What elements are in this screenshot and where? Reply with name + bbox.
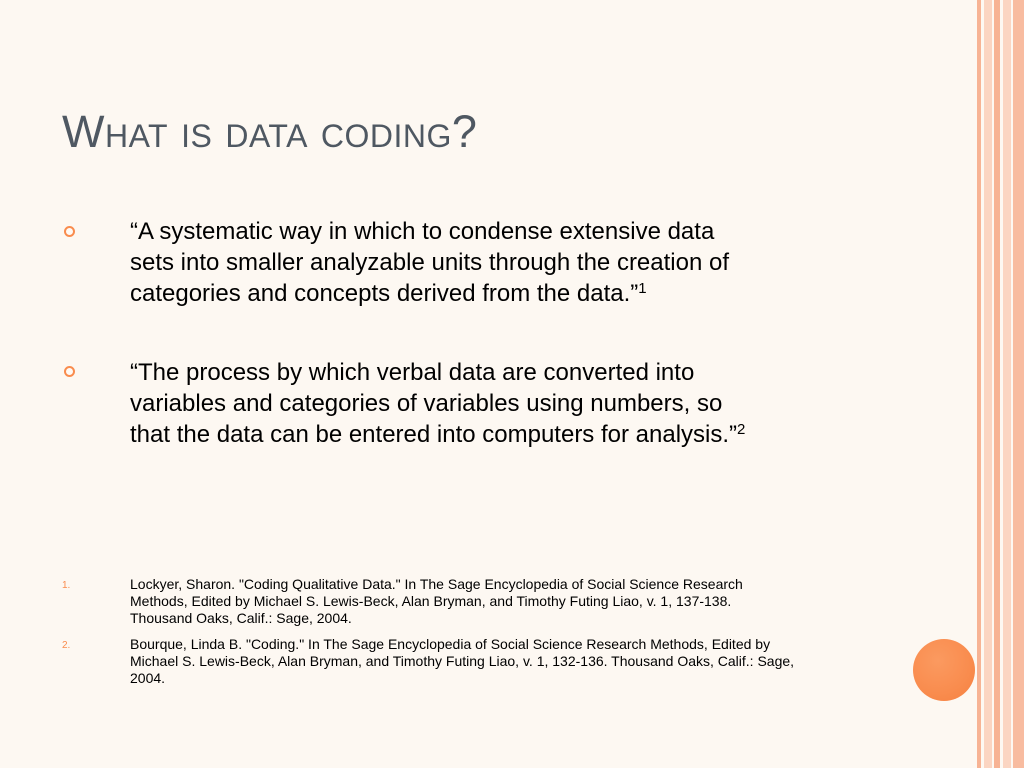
bullet-line-last	[130, 419, 745, 450]
footnote-line: Lockyer, Sharon. "Coding Qualitative Data." In The Sage Encyclopedia of Social Science Research	[130, 576, 743, 592]
decorative-stripe	[994, 0, 1000, 768]
bullet-item	[130, 357, 745, 450]
bullet-item	[130, 216, 729, 309]
bullet-line-text: that the data can be entered into computers for analysis.”	[130, 421, 738, 448]
bullet-line-last	[130, 278, 729, 309]
footnote-number: 2.	[62, 640, 71, 651]
footnote-line: Methods, Edited by Michael S. Lewis-Beck, Alan Bryman, and Timothy Futing Liao, v. 1, 137-138.	[130, 593, 732, 609]
decorative-stripe	[984, 0, 992, 768]
decorative-stripe	[977, 0, 981, 768]
orange-ring-bullet-icon	[64, 366, 75, 377]
footnote-text	[130, 636, 794, 687]
orange-circle-decoration	[913, 639, 975, 701]
footnote-line: Thousand Oaks, Calif.: Sage, 2004.	[130, 610, 352, 626]
bullet-line: “The process by which verbal data are converted into	[130, 359, 695, 386]
footnote-line: Bourque, Linda B. "Coding." In The Sage Encyclopedia of Social Science Research Methods, Edited by	[130, 636, 771, 652]
bullet-line: “A systematic way in which to condense extensive data	[130, 218, 715, 245]
decorative-stripe	[1013, 0, 1024, 768]
footnote-number: 1.	[62, 580, 71, 591]
orange-ring-bullet-icon	[64, 226, 75, 237]
footnote-text	[130, 576, 743, 627]
slide-title: What is data coding?	[62, 106, 478, 157]
bullet-line: sets into smaller analyzable units through the creation of	[130, 249, 730, 276]
footnote-line: Michael S. Lewis-Beck, Alan Bryman, and Timothy Futing Liao, v. 1, 132-136. Thousand Oaks, Calif.: Sage,	[130, 653, 795, 669]
bullet-line: variables and categories of variables using numbers, so	[130, 390, 723, 417]
footnote-reference: 2	[737, 421, 746, 438]
footnote-reference: 1	[638, 280, 647, 297]
bullet-line-text: categories and concepts derived from the data.”	[130, 280, 639, 307]
footnote-line: 2004.	[130, 670, 166, 686]
decorative-stripe	[1003, 0, 1011, 768]
